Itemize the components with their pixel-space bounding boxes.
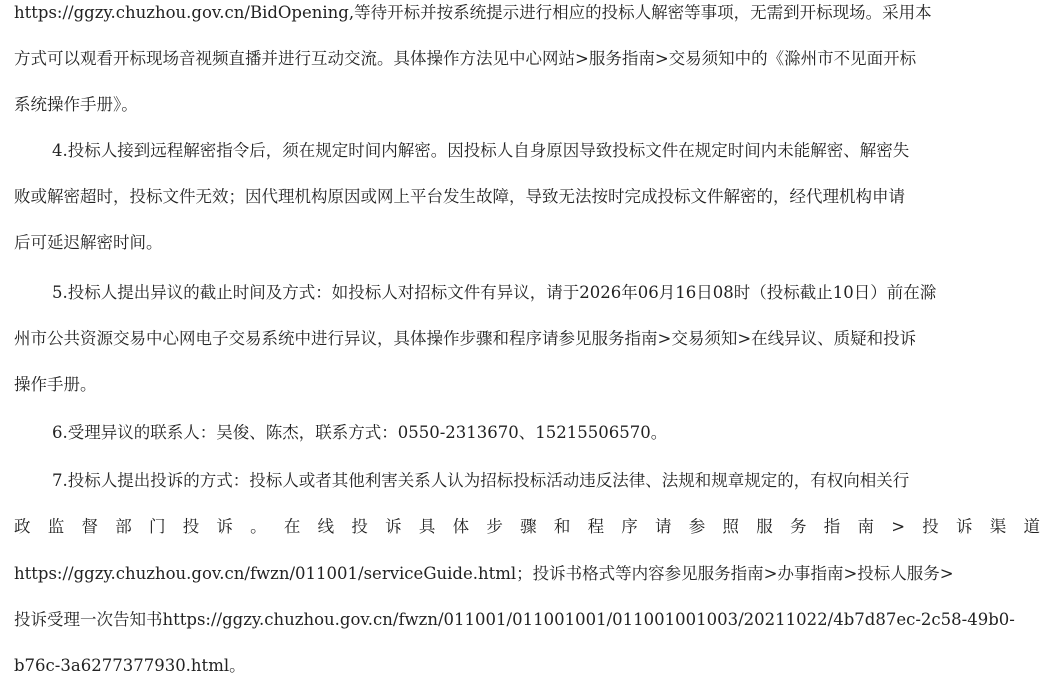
- item-4-line-3: 后可延迟解密时间。: [14, 233, 163, 252]
- item-7-line-4: 投诉受理一次告知书https://ggzy.chuzhou.gov.cn/fwzn/011001/011001001/011001001003/20211022/4b7d87ec-2c58-49b0-: [14, 610, 1015, 629]
- item-6-line-1: 6.受理异议的联系人：吴俊、陈杰，联系方式：0550-2313670、15215506570。: [52, 423, 668, 442]
- item-4-line-1: 4.投标人接到远程解密指令后，须在规定时间内解密。因投标人自身原因导致投标文件在规定时间内未能解密、解密失: [52, 141, 910, 160]
- text-line-1: https://ggzy.chuzhou.gov.cn/BidOpening,等待开标并按系统提示进行相应的投标人解密等事项，无需到开标现场。采用本: [14, 3, 932, 22]
- text-line-3: 系统操作手册》。: [14, 95, 138, 114]
- item-5-line-1: 5.投标人提出异议的截止时间及方式：如投标人对招标文件有异议，请于2026年06月16日08时（投标截止10日）前在滁: [52, 283, 937, 302]
- item-7-line-3: https://ggzy.chuzhou.gov.cn/fwzn/011001/serviceGuide.html；投诉书格式等内容参见服务指南>办事指南>投标人服务>: [14, 564, 954, 583]
- text-line-2: 方式可以观看开标现场音视频直播并进行互动交流。具体操作方法见中心网站>服务指南>交易须知中的《滁州市不见面开标: [14, 49, 917, 68]
- item-4-line-2: 败或解密超时，投标文件无效；因代理机构原因或网上平台发生故障，导致无法按时完成投标文件解密的，经代理机构申请: [14, 187, 905, 206]
- item-5-line-2: 州市公共资源交易中心网电子交易系统中进行异议，具体操作步骤和程序请参见服务指南>交易须知>在线异议、质疑和投诉: [14, 329, 917, 348]
- item-7-line-5: b76c-3a6277377930.html。: [14, 656, 246, 675]
- item-7-line-1: 7.投标人提出投诉的方式：投标人或者其他利害关系人认为招标投标活动违反法律、法规和规章规定的，有权向相关行: [52, 471, 910, 490]
- item-7-line-2: 政监督部门投诉。在线投诉具体步骤和程序请参照服务指南>投诉渠道: [14, 517, 1040, 536]
- item-5-line-3: 操作手册。: [14, 375, 97, 394]
